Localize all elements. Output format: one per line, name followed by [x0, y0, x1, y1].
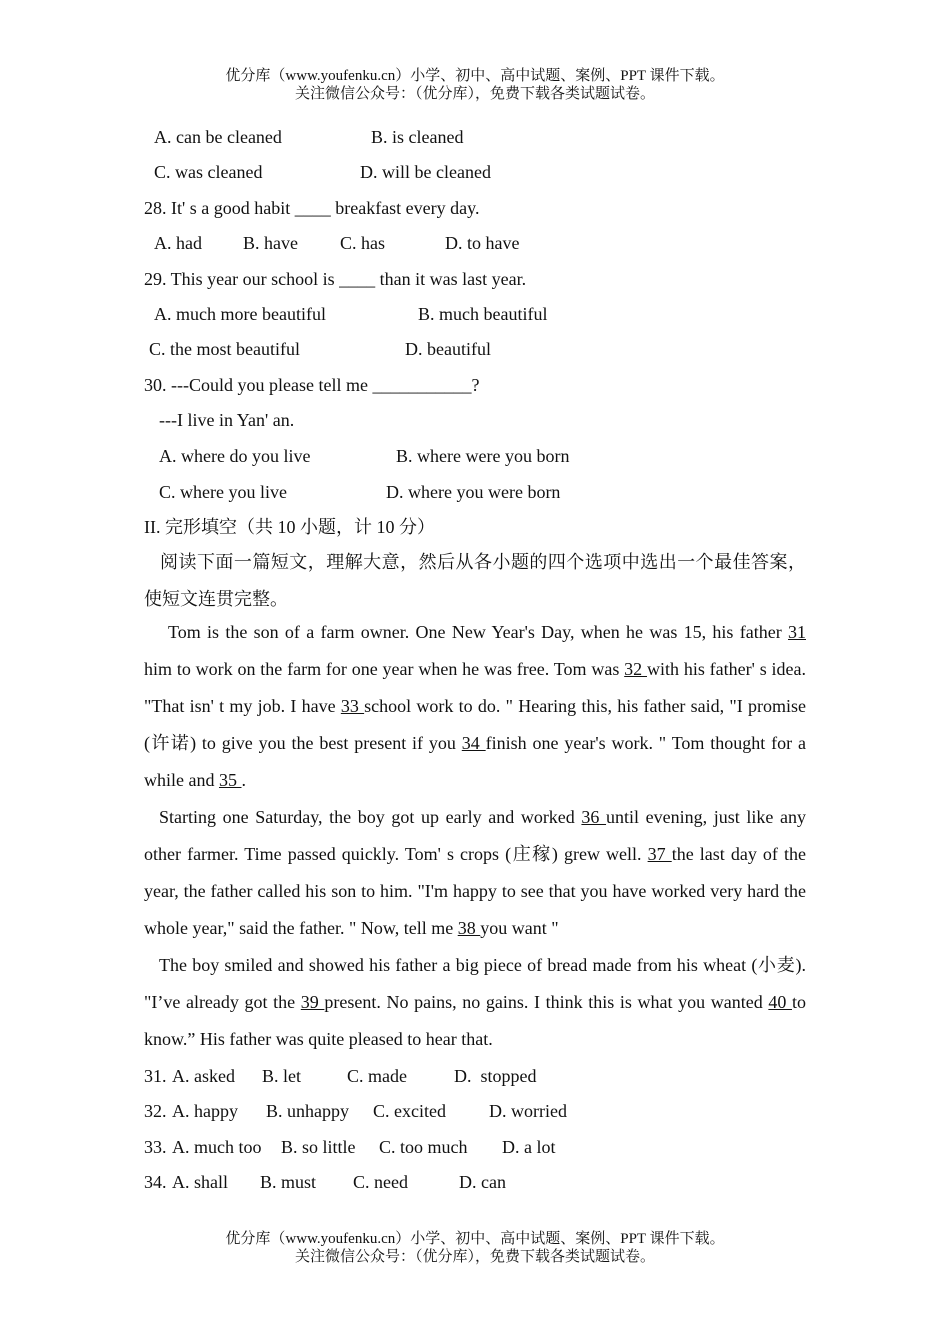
blank-34: 34 — [461, 733, 486, 753]
passage-paragraph-2: Starting one Saturday, the boy got up early and worked 36 until evening, just like any other farmer. Time passed quickly. Tom' s crops (庄稼) grew well. 37 the last day of the year, the father called his son to him. "I'm happy to see that you have worked very hard the whole year," said the father. " Now, tell me 38 you want " — [144, 807, 807, 938]
q34-option-c: C. need — [353, 1172, 408, 1192]
passage-paragraph-3: The boy smiled and showed his father a big piece of bread made from his wheat (小麦). "I’ve already got the 39 present. No pains, no gains. I think this is what you wanted 40 to know.” His father was quite pleased to hear that. — [144, 955, 806, 1049]
q30-option-a: A. where do you live — [159, 446, 311, 466]
q27-option-c: C. was cleaned — [154, 162, 263, 182]
q34-option-a: A. shall — [172, 1172, 228, 1192]
q32-option-c: C. excited — [373, 1101, 446, 1121]
q33-option-b: B. so little — [281, 1137, 356, 1157]
q33-option-d: D. a lot — [502, 1137, 556, 1157]
q27-option-d: D. will be cleaned — [360, 162, 491, 182]
passage-paragraph-1: Tom is the son of a farm owner. One New Year's Day, when he was 15, his father 31 him to work on the farm for one year when he was free. Tom was 32 with his father' s idea. "That isn' t my job. I have 33 school work to do. " Hearing this, his father said, "I promise (许诺) to give you the best present if you 34 finish one year's work. " Tom thought for a while and 35 . — [144, 622, 807, 790]
blank-36: 36 — [581, 807, 607, 827]
q30-option-d: D. where you were born — [386, 482, 561, 502]
page-header-line2: 关注微信公众号：（优分库），免费下载各类试题试卷。 — [294, 86, 655, 102]
blank-40: 40 — [768, 992, 792, 1012]
q29-option-a: A. much more beautiful — [154, 304, 326, 324]
q27-option-b: B. is cleaned — [371, 127, 464, 147]
blank-38: 38 — [457, 918, 481, 938]
q28-stem: 28. It' s a good habit ____ breakfast every day. — [144, 198, 480, 218]
page-header-line1: 优分库（www.youfenku.cn）小学、初中、高中试题、案例、PPT 课件下载。 — [225, 68, 725, 84]
q29-stem: 29. This year our school is ____ than it was last year. — [144, 269, 527, 289]
blank-37: 37 — [647, 844, 672, 864]
q34-option-b: B. must — [260, 1172, 317, 1192]
q34-option-d: D. can — [459, 1172, 506, 1192]
q31-number: 31. — [144, 1066, 167, 1086]
q30-option-c: C. where you live — [159, 482, 287, 502]
q31-option-c: C. made — [347, 1066, 407, 1086]
q33-number: 33. — [144, 1137, 167, 1157]
blank-33: 33 — [340, 696, 365, 716]
q30-option-b: B. where were you born — [396, 446, 570, 466]
q34-number: 34. — [144, 1172, 167, 1192]
section-title: II. 完形填空（共 10 小题，计 10 分） — [144, 517, 435, 537]
q29-option-d: D. beautiful — [405, 339, 491, 359]
section-instruction: 阅读下面一篇短文，理解大意，然后从各小题的四个选项中选出一个最佳答案，使短文连贯完整。 — [144, 552, 806, 609]
page-footer-line1: 优分库（www.youfenku.cn）小学、初中、高中试题、案例、PPT 课件下载。 — [225, 1231, 725, 1247]
q29-option-c: C. the most beautiful — [149, 339, 300, 359]
q28-option-c: C. has — [340, 233, 385, 253]
q32-option-d: D. worried — [489, 1101, 567, 1121]
q32-option-b: B. unhappy — [266, 1101, 349, 1121]
blank-32: 32 — [624, 659, 647, 679]
blank-31: 31 — [788, 622, 806, 642]
q28-option-a: A. had — [154, 233, 202, 253]
q33-option-a: A. much too — [172, 1137, 262, 1157]
q28-option-b: B. have — [243, 233, 298, 253]
blank-35: 35 — [218, 770, 242, 790]
q32-number: 32. — [144, 1101, 167, 1121]
page-footer-line2: 关注微信公众号：（优分库），免费下载各类试题试卷。 — [294, 1249, 655, 1265]
q30-stem: 30. ---Could you please tell me ___________? — [144, 375, 480, 395]
q31-option-b: B. let — [262, 1066, 301, 1086]
q32-option-a: A. happy — [172, 1101, 238, 1121]
blank-39: 39 — [300, 992, 325, 1012]
q28-option-d: D. to have — [445, 233, 520, 253]
q31-option-d: D. stopped — [454, 1066, 537, 1086]
q31-option-a: A. asked — [172, 1066, 235, 1086]
q33-option-c: C. too much — [379, 1137, 468, 1157]
q30-reply: ---I live in Yan' an. — [159, 410, 295, 430]
q29-option-b: B. much beautiful — [418, 304, 548, 324]
q27-option-a: A. can be cleaned — [154, 127, 282, 147]
